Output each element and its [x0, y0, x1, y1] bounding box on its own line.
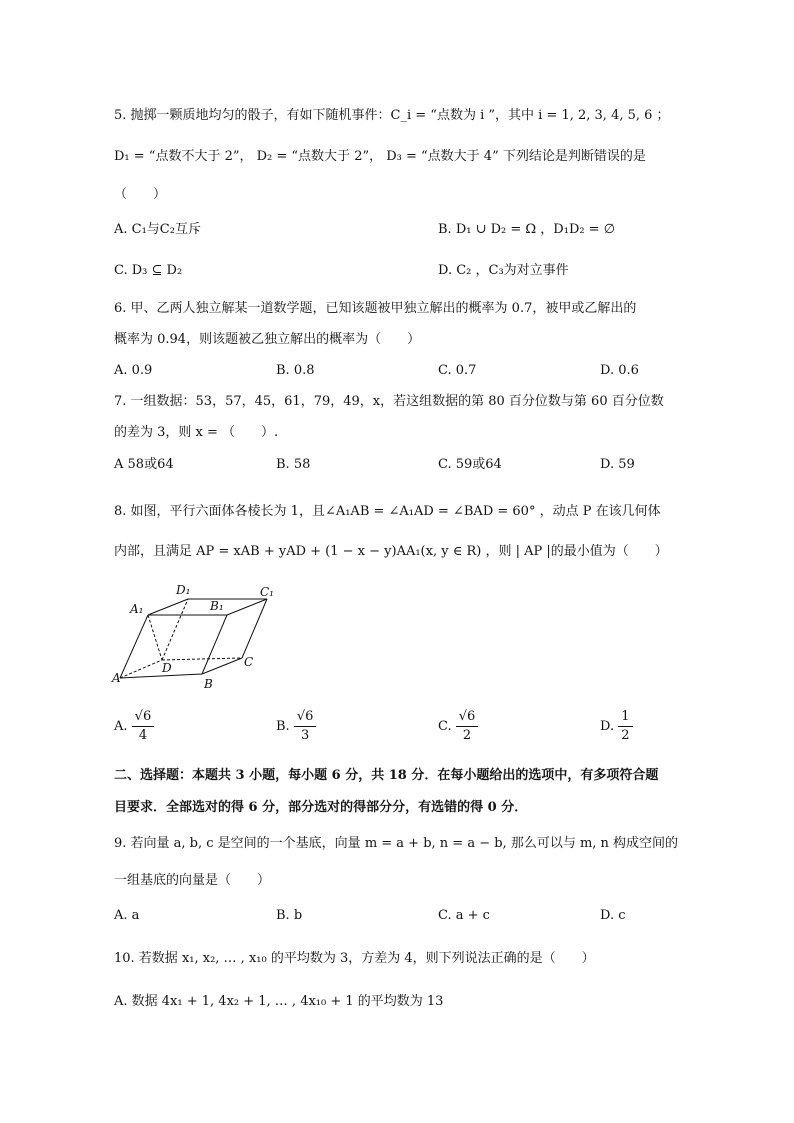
q8-option-d	[600, 708, 633, 745]
q7-option-a: A 58或64	[114, 457, 174, 472]
q6-stem-line1: 6. 甲、乙两人独立解某一道数学题，已知该题被甲独立解出的概率为 0.7，被甲或乙解出的	[114, 301, 637, 316]
vertex-label-d: D	[162, 661, 172, 675]
vertex-label-b: B	[204, 677, 213, 691]
q7-stem-line2: 的差为 3，则 x = （ ）.	[114, 425, 279, 440]
q8-option-b	[276, 708, 316, 745]
q8-option-c-numerator: √6	[456, 708, 479, 727]
q8-option-d-numerator: 1	[618, 708, 632, 727]
q6-option-a: A. 0.9	[114, 363, 153, 378]
q6-option-c: C. 0.7	[438, 363, 477, 378]
q5-stem-line3: （ ）	[114, 187, 167, 202]
q6-stem-line2: 概率为 0.94，则该题被乙独立解出的概率为（ ）	[114, 332, 421, 347]
q7-option-b: B. 58	[276, 457, 311, 472]
parallelepiped-figure	[110, 578, 280, 693]
vertex-label-c1: C₁	[260, 585, 274, 599]
q9-option-d: D. c	[600, 908, 626, 923]
q8-option-d-denominator: 2	[621, 728, 630, 743]
q7-option-c: C. 59或64	[438, 457, 502, 472]
section2-heading-line1: 二、选择题：本题共 3 小题，每小题 6 分，共 18 分．在每小题给出的选项中，有多项符合题	[114, 768, 659, 783]
q8-option-a-numerator: √6	[132, 708, 155, 727]
q8-option-b-letter: B.	[276, 719, 290, 734]
q5-option-a: A. C₁与C₂互斥	[114, 222, 201, 237]
q7-stem-line1: 7. 一组数据：53，57，45，61，79，49，x，若这组数据的第 80 百分位数与第 60 百分位数	[114, 394, 664, 409]
q8-option-a-denominator: 4	[138, 728, 148, 743]
vertex-label-c: C	[244, 655, 254, 669]
q8-stem-line1: 8. 如图，平行六面体各棱长为 1，且∠A₁AB = ∠A₁AD = ∠BAD = 60° ，动点 P 在该几何体	[114, 504, 661, 519]
hidden-edge-d-c	[162, 658, 242, 660]
q5-stem-line1: 5. 抛掷一颗质地均匀的骰子，有如下随机事件：C_i = “点数为 i ”，其中 i = 1, 2, 3, 4, 5, 6 ；	[114, 108, 670, 123]
q8-option-b-denominator: 3	[300, 728, 310, 743]
q5-option-c: C. D₃ ⊆ D₂	[114, 263, 183, 278]
q8-option-c-denominator: 2	[462, 728, 472, 743]
q8-option-d-letter: D.	[600, 719, 615, 734]
q9-stem-line1: 9. 若向量 a, b, c 是空间的一个基底，向量 m = a + b, n = a − b, 那么可以与 m, n 构成空间的	[114, 836, 679, 851]
edge-a-b	[120, 674, 202, 678]
q10-stem-line1: 10. 若数据 x₁, x₂, … , x₁₀ 的平均数为 3，方差为 4，则下列说法正确的是（ ）	[114, 951, 595, 966]
q5-option-d: D. C₂ ，C₃为对立事件	[438, 263, 569, 278]
edge-a-a1	[120, 615, 148, 678]
q7-option-d: D. 59	[600, 457, 635, 472]
q8-option-a	[114, 708, 154, 745]
q8-option-a-fraction	[132, 708, 155, 745]
vertex-label-b1: B₁	[210, 599, 224, 613]
q10-option-a: A. 数据 4x₁ + 1, 4x₂ + 1, … , 4x₁₀ + 1 的平均数为 13	[114, 994, 444, 1009]
q9-stem-line2: 一组基底的向量是（ ）	[114, 873, 271, 888]
q8-option-a-letter: A.	[114, 719, 128, 734]
vertex-label-a: A	[112, 671, 121, 685]
q8-option-c-letter: C.	[438, 719, 452, 734]
q8-option-b-fraction	[294, 708, 317, 745]
q6-option-b: B. 0.8	[276, 363, 315, 378]
q8-option-d-fraction	[618, 708, 632, 745]
q8-option-c	[438, 708, 478, 745]
q8-stem-line2: 内部，且满足 AP = xAB + yAD + (1 − x − y)AA₁(x, y ∈ R) ，则 | AP |的最小值为（ ）	[114, 544, 668, 559]
q9-option-a: A. a	[114, 908, 140, 923]
vertex-label-a1: A₁	[130, 602, 144, 616]
vertex-label-d1: D₁	[176, 583, 191, 597]
q9-option-c: C. a + c	[438, 908, 490, 923]
q9-option-b: B. b	[276, 908, 303, 923]
q5-option-b: B. D₁ ∪ D₂ = Ω ，D₁D₂ = ∅	[438, 222, 616, 237]
q5-stem-line2: D₁ = “点数不大于 2”， D₂ = “点数大于 2”， D₃ = “点数大于 4” 下列结论是判断错误的是	[114, 149, 646, 164]
hidden-edge-a1-d	[148, 615, 162, 660]
q8-option-c-fraction	[456, 708, 479, 745]
section2-heading-line2: 目要求．全部选对的得 6 分，部分选对的得部分分，有选错的得 0 分．	[114, 800, 528, 815]
q6-option-d: D. 0.6	[600, 363, 639, 378]
q8-option-b-numerator: √6	[294, 708, 317, 727]
